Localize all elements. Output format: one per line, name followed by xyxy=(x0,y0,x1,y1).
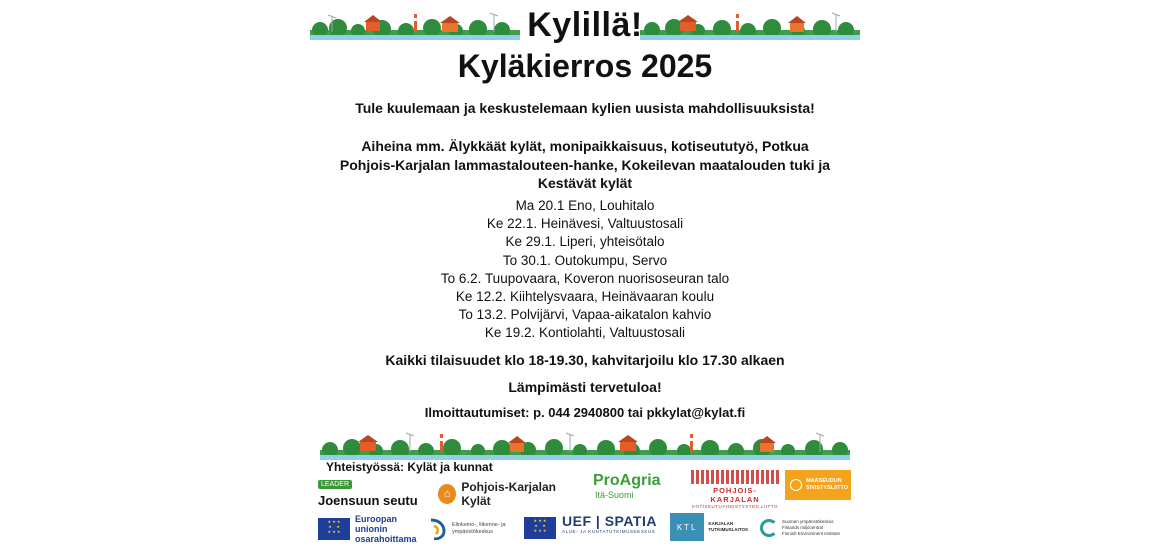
ely-line: Elinkeino-, liikenne- ja xyxy=(452,522,506,528)
topics-text xyxy=(310,137,860,193)
poster-subtitle: Kyläkierros 2025 xyxy=(457,48,713,84)
eu-text xyxy=(355,514,423,544)
kotiseutuyhdistysten-liitto-logo xyxy=(690,470,780,509)
syke-text xyxy=(782,519,840,537)
eu-line: osarahoittama xyxy=(355,534,417,544)
lead-text: Tule kuulemaan ja keskustelemaan kylien uusista mahdollisuuksista! xyxy=(355,100,815,116)
ely-keskus-logo xyxy=(428,515,518,543)
cooperation-text: Yhteistyössä: Kylät ja kunnat xyxy=(326,460,493,474)
schedule-item: To 6.2. Tuupovaara, Koveron nuorisoseuran talo xyxy=(440,270,730,286)
joensuu-name: Joensuun seutu xyxy=(318,493,418,508)
topics-line: Pohjois-Karjalan lammastalouteen-hanke, Kokeilevan maatalouden tuki ja xyxy=(339,156,831,173)
eu-flag-logo xyxy=(524,517,558,543)
syke-line: Suomen ympäristökeskus xyxy=(782,519,834,524)
uef-sub: ALUE- JA KUNTATUTKIMUSKESKUS xyxy=(562,529,656,534)
joensuun-seutu-logo xyxy=(318,480,428,510)
event-poster xyxy=(310,0,860,550)
leader-tag: LEADER xyxy=(318,480,352,489)
schedule-item: To 13.2. Polvijärvi, Vapaa-aikatalon kahvio xyxy=(458,307,712,323)
ornament-pattern-icon xyxy=(691,470,779,484)
topics-line: Aiheina mm. Älykkäät kylät, monipaikkaisuus, kotiseututyö, Potkua xyxy=(361,138,809,154)
syke-line: Finlands miljöcentral xyxy=(782,525,824,530)
leaf-icon xyxy=(790,479,802,491)
karjalan-tutkimuslaitos-logo xyxy=(670,512,748,542)
welcome-text: Lämpimästi tervetuloa! xyxy=(508,379,662,395)
pohjois-karjalan-kylat-logo xyxy=(438,480,578,508)
syke-mark-icon xyxy=(760,519,778,537)
eu-line: Euroopan unionin xyxy=(355,514,397,534)
topics-line: Kestävät kylät xyxy=(537,175,633,191)
schedule-item: Ke 12.2. Kiihtelysvaara, Heinävaaran koulu xyxy=(455,289,715,305)
ktl-line: KARJALAN xyxy=(708,521,734,526)
syke-logo xyxy=(760,514,852,542)
poster-title: Kylillä! xyxy=(527,6,643,44)
village-banner-bottom xyxy=(320,430,850,460)
maaseudun-sivistysliitto-logo xyxy=(785,470,851,500)
maaseudun-name: MAASEUDUN SIVISTYSLIITTO xyxy=(806,478,849,491)
ely-text xyxy=(452,522,506,536)
schedule-item: To 30.1. Outokumpu, Servo xyxy=(502,252,668,268)
ktl-mark: KTL xyxy=(670,513,704,541)
ktl-line: TUTKIMUSLAITOS xyxy=(708,527,748,532)
eu-flag-icon: ★ ★ ★ ★ ★ ★ ★ ★ xyxy=(524,517,556,539)
event-schedule xyxy=(310,197,860,343)
ely-line: ympäristökeskus xyxy=(452,529,493,535)
uef-name: UEF | SPATIA xyxy=(562,513,657,529)
pk-kotiseutu-name: POHJOIS-KARJALAN xyxy=(710,486,760,504)
proagria-logo xyxy=(593,472,673,506)
syke-line: Finnish Environment Institute xyxy=(782,531,841,536)
schedule-item: Ke 29.1. Liperi, yhteisötalo xyxy=(505,234,665,250)
schedule-item: Ma 20.1 Eno, Louhitalo xyxy=(515,198,655,213)
eu-cofunded-logo xyxy=(318,514,423,544)
signup-text: Ilmoittautumiset: p. 044 2940800 tai pkkylat@kylat.fi xyxy=(424,405,746,420)
schedule-item: Ke 19.2. Kontiolahti, Valtuustosali xyxy=(484,325,686,341)
eu-flag-icon: ★ ★ ★ ★ ★ ★ ★ ★ xyxy=(318,518,350,540)
pkk-name: Pohjois-Karjalan Kylät xyxy=(461,480,557,508)
times-text: Kaikki tilaisuudet klo 18-19.30, kahvitarjoilu klo 17.30 alkaen xyxy=(385,352,785,368)
pk-kotiseutu-sub: KOTISEUTUYHDISTYSTEN LIITTO xyxy=(692,504,778,509)
proagria-name: ProAgria xyxy=(593,472,661,489)
proagria-sub: Itä-Suomi xyxy=(595,490,634,500)
village-icon: ⌂ xyxy=(438,484,456,504)
uef-spatia-logo xyxy=(562,513,666,543)
ely-mark-icon xyxy=(428,518,448,540)
ktl-text xyxy=(708,521,748,533)
schedule-item: Ke 22.1. Heinävesi, Valtuustosali xyxy=(486,216,684,232)
